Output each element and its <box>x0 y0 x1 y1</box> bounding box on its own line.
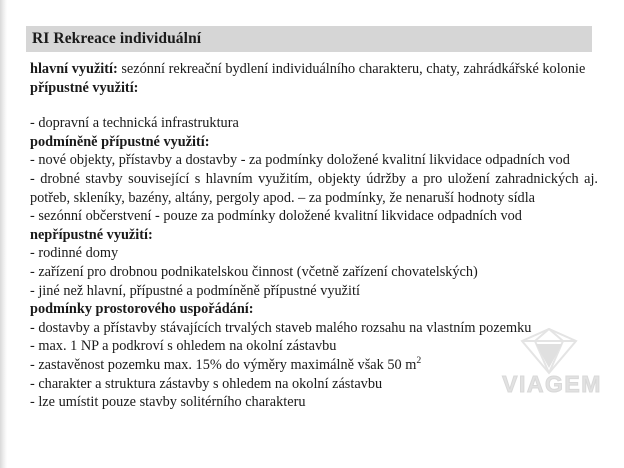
label-podminene-pripustne-vyuziti: podmíněně přípustné využití: <box>30 133 210 150</box>
section-header-ri-rekreace-individualni: RI Rekreace individuální <box>26 26 592 52</box>
list-item-jine-nez-hlavni: - jiné než hlavní, přípustné a podmíněně přípustné využití <box>30 282 360 299</box>
paragraph-hlavni-vyuziti <box>30 60 598 79</box>
superscript-square-meters: 2 <box>416 355 422 367</box>
list-item-max-1np: - max. 1 NP a podkroví s ohledem na okolní zástavbu <box>30 338 337 355</box>
text-hlavni-vyuziti: sezónní rekreační bydlení individuálního charakteru, chaty, zahrádkářské kolonie <box>117 61 586 77</box>
text-zastavenost: - zastavěnost pozemku max. 15% do výměry maximálně však 50 m <box>30 356 417 373</box>
label-pripustne-vyuziti: přípustné využití: <box>30 79 139 96</box>
list-item-dostavby-pristavby: - dostavby a přístavby stávajících trvalých staveb malého rozsahu na vlastním pozemku <box>30 319 532 336</box>
paragraph-podminky-prostoroveho-usporadani <box>30 300 598 319</box>
list-item-rodinne-domy: - rodinné domy <box>30 245 119 262</box>
label-hlavni-vyuziti: hlavní využití: <box>30 61 118 77</box>
list-item-nove-objekty: - nové objekty, přístavby a dostavby - za podmínky doložené kvalitní likvidace odpadních vod <box>30 152 570 169</box>
list-item-zarizeni-podnikatelska: - zařízení pro drobnou podnikatelskou činnost (včetně zařízení chovatelských) <box>30 263 478 280</box>
list-item-solitern: - lze umístit pouze stavby solitérního charakteru <box>30 394 306 411</box>
list-item-charakter-struktura: - charakter a struktura zástavby s ohledem na okolní zástavbu <box>30 375 383 392</box>
list-item-sezonni-obcerstveni: - sezónní občerstvení - pouze za podmínky doložené kvalitní likvidace odpadních vod <box>30 208 522 225</box>
paragraph-spacer <box>30 97 598 114</box>
list-item-zastavenost <box>30 356 598 375</box>
label-nepripustne-vyuziti: nepřípustné využití: <box>30 226 153 243</box>
document-content <box>30 26 598 412</box>
paragraph-nepripustne-vyuziti <box>30 226 598 245</box>
list-item-doprava: - dopravní a technická infrastruktura <box>30 115 239 132</box>
paragraph-podminene-pripustne-vyuziti <box>30 133 598 152</box>
list-item-drobne-stavby: - drobné stavby související s hlavním využitím, objekty údržby a pro uložení zahradnických aj. potřeb, skleníky, bazény, altány, pergoly apod. – za podmínky, že nenaruší hodnoty sídla <box>30 170 598 206</box>
label-podminky-prostoroveho-usporadani: podmínky prostorového uspořádání: <box>30 301 254 318</box>
document-body <box>30 60 598 412</box>
paragraph-pripustne-vyuziti <box>30 79 598 98</box>
watermark-text: VIAGEM <box>502 371 602 397</box>
